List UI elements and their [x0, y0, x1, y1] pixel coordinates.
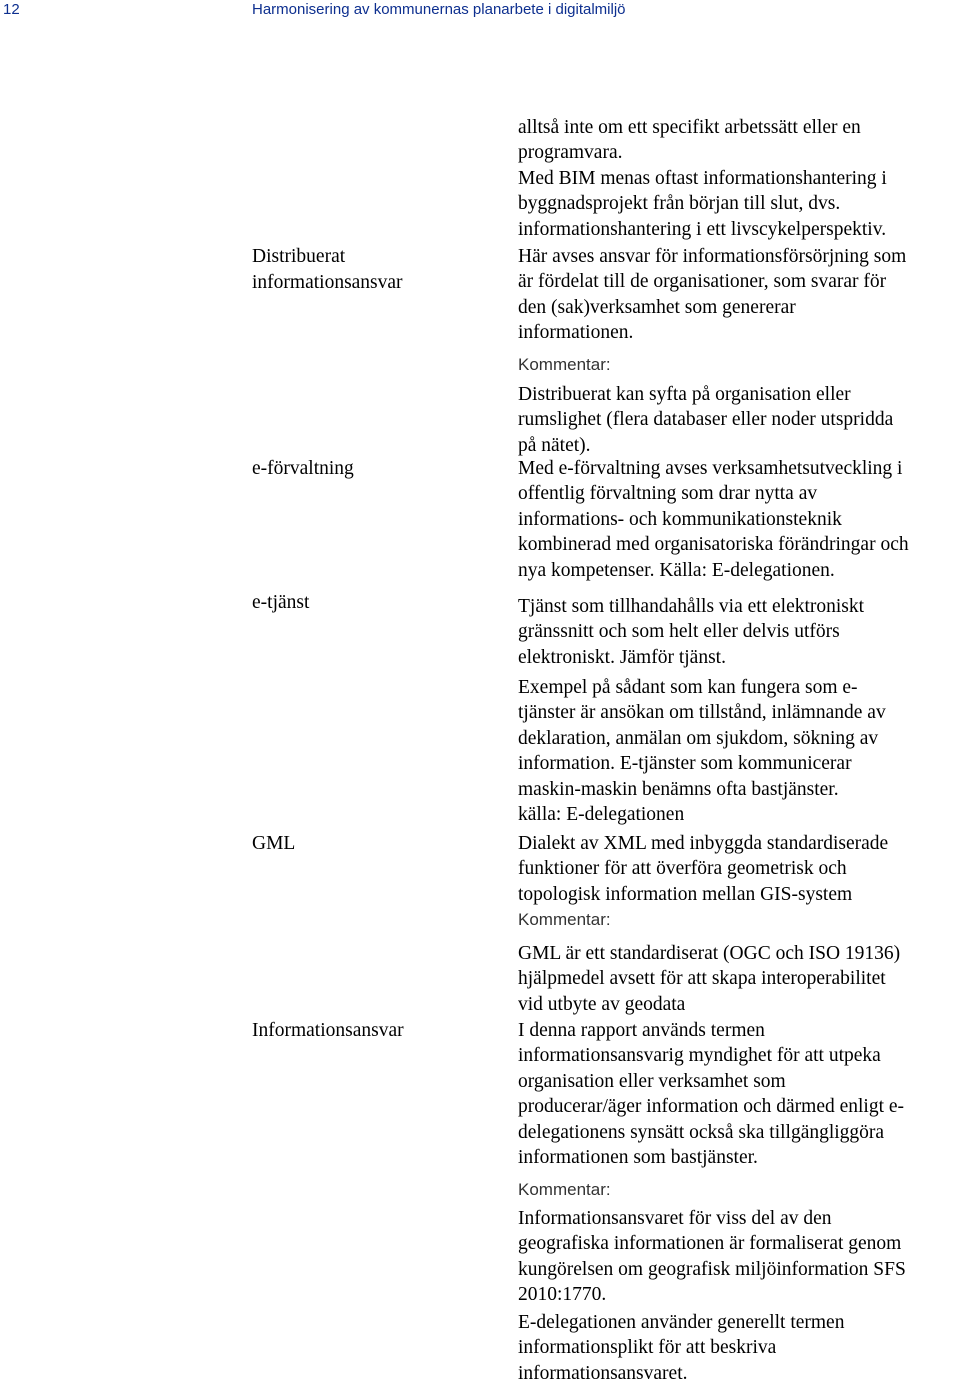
term-e-forvaltning: e-förvaltning: [252, 458, 354, 479]
text-line: informationsansvaret.: [518, 1362, 688, 1384]
comment-informationsansvar-text: [518, 1206, 960, 1308]
text-line: kombinerad med organisatoriska förändringar och: [518, 534, 909, 556]
term-line: informationsansvar: [252, 272, 403, 293]
text-line: Dialekt av XML med inbyggda standardiserade: [518, 833, 889, 854]
text-line: E-delegationen använder generellt termen: [518, 1312, 845, 1333]
text-line: informationshantering i ett livscykelperspektiv.: [518, 218, 887, 240]
comment-gml: [518, 907, 960, 932]
text-line: byggnadsprojekt från början till slut, dvs.: [518, 193, 841, 215]
text-line: GML är ett standardiserat (OGC och ISO 19136): [518, 943, 901, 964]
definition-bim-continued: [518, 115, 960, 242]
running-header: [0, 0, 960, 22]
text-line: funktioner för att överföra geometrisk och: [518, 858, 847, 880]
text-line: Här avses ansvar för informationsförsörjning som: [518, 246, 907, 267]
text-line: informationen som bastjänster.: [518, 1147, 758, 1169]
text-line: Tjänst som tillhandahålls via ett elektroniskt: [518, 596, 865, 617]
text-line: nya kompetenser. Källa: E-delegationen.: [518, 559, 835, 581]
comment-label: Kommentar:: [518, 910, 611, 929]
term-distribuerat-informationsansvar: [252, 244, 403, 296]
text-line: Distribuerat kan syfta på organisation eller: [518, 384, 851, 405]
running-title: Harmonisering av kommunernas planarbete i digitalmiljö: [252, 1, 626, 18]
comment-distribuerat: [518, 352, 960, 377]
text-line: delegationens synsätt också ska tillgängliggöra: [518, 1121, 885, 1143]
text-line: på nätet).: [518, 434, 591, 456]
text-line: Med BIM menas oftast informationshantering i: [518, 167, 887, 189]
text-line: Exempel på sådant som kan fungera som e-: [518, 677, 858, 698]
comment-gml-text: [518, 941, 960, 1017]
text-line: geografiska informationen är formaliserat genom: [518, 1233, 902, 1255]
text-line: producerar/äger information och därmed enligt e-: [518, 1096, 905, 1118]
text-line: alltså inte om ett specifikt arbetssätt eller en: [518, 117, 861, 138]
text-line: informations- och kommunikationsteknik: [518, 508, 842, 530]
text-line: informationen.: [518, 322, 634, 344]
term-gml: GML: [252, 833, 296, 854]
text-line: offentlig förvaltning som drar nytta av: [518, 483, 818, 505]
text-line: Informationsansvaret för viss del av den: [518, 1208, 832, 1229]
term-line: Distribuerat: [252, 246, 346, 267]
text-line: informationsansvarig myndighet för att utpeka: [518, 1045, 881, 1067]
text-line: hjälpmedel avsett för att skapa interoperabilitet: [518, 968, 886, 990]
text-line: den (sak)verksamhet som genererar: [518, 296, 796, 318]
definition-e-forvaltning: [518, 456, 960, 583]
comment-informationsansvar: [518, 1177, 960, 1202]
definition-distribuerat: [518, 244, 960, 346]
text-line: gränssnitt och som helt eller delvis utförs: [518, 621, 840, 643]
text-line: tjänster är ansökan om tillstånd, inlämnande av: [518, 702, 886, 724]
text-line: informationsplikt för att beskriva: [518, 1337, 777, 1359]
page-number: 12: [3, 1, 20, 18]
text-line: deklaration, anmälan om sjukdom, sökning av: [518, 727, 879, 749]
text-line: vid utbyte av geodata: [518, 993, 686, 1015]
text-line: är fördelat till de organisationer, som svarar för: [518, 271, 887, 293]
term-informationsansvar: Informationsansvar: [252, 1020, 404, 1041]
term-e-tjanst: e-tjänst: [252, 592, 310, 613]
definition-informationsansvar: [518, 1018, 960, 1170]
definition-gml: [518, 831, 960, 907]
definition-e-tjanst: [518, 594, 960, 670]
text-line: källa: E-delegationen: [518, 804, 685, 826]
text-line: Med e-förvaltning avses verksamhetsutveckling i: [518, 458, 903, 479]
text-line: 2010:1770.: [518, 1284, 607, 1306]
text-line: information. E-tjänster som kommunicerar: [518, 753, 852, 775]
text-line: organisation eller verksamhet som: [518, 1070, 786, 1092]
comment-distribuerat-text: [518, 382, 960, 458]
comment-label: Kommentar:: [518, 1180, 611, 1199]
text-line: topologisk information mellan GIS-system: [518, 883, 853, 905]
text-line: I denna rapport används termen: [518, 1020, 765, 1041]
text-line: elektroniskt. Jämför tjänst.: [518, 646, 726, 668]
extra-informationsansvar: [518, 1310, 960, 1386]
comment-label: Kommentar:: [518, 355, 611, 374]
example-e-tjanst: [518, 675, 960, 827]
text-line: programvara.: [518, 142, 623, 164]
text-line: maskin-maskin benämns ofta bastjänster.: [518, 778, 839, 800]
text-line: kungörelsen om geografisk miljöinformation SFS: [518, 1258, 906, 1280]
text-line: rumslighet (flera databaser eller noder utspridda: [518, 409, 894, 431]
